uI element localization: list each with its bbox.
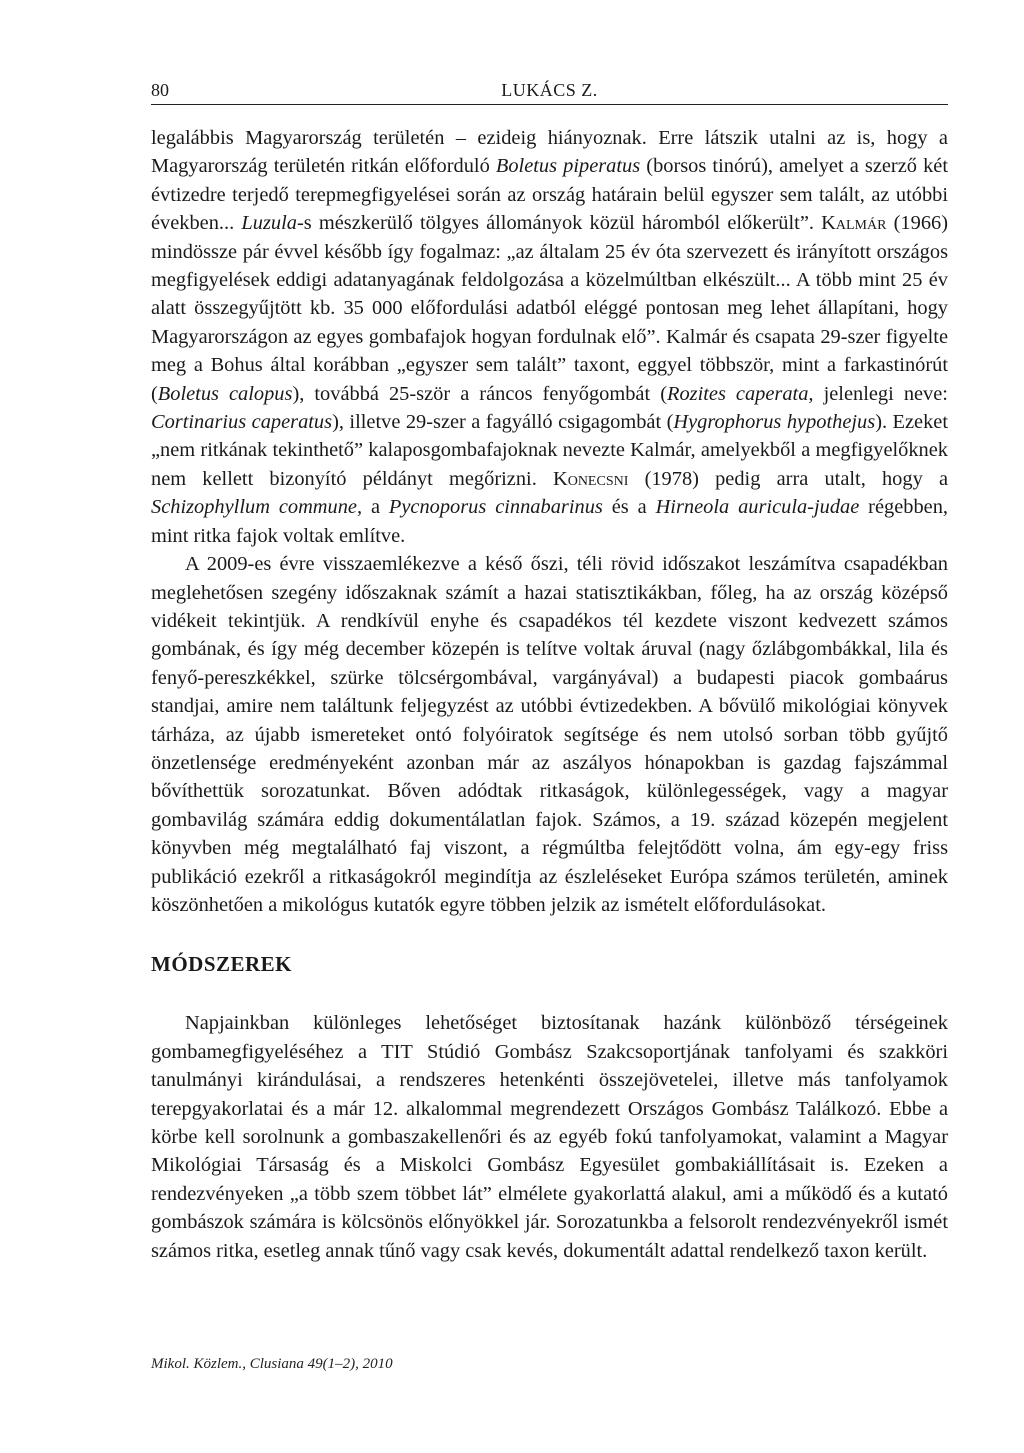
text-run: -s mészkerülő tölgyes állományok közül háromból előkerült”. bbox=[296, 212, 822, 235]
text-run: (1966) mindössze pár évvel később így fogalmaz: „az általam 25 év óta szervezett és irányított országos megfigyelések eddigi adatanyagának feldolgozása a közelmúltban elkészült... A több mint 25 év alatt összegyűjtött kb. 35 000 előfordulási adatból eléggé pontosan meg lehet állapítani, hogy Magyarországon az egyes gombafajok hogyan fordulnak elő”. Kalmár és csapata 29-szer figyelte meg a Bohus által korábban „egyszer sem talált” taxont, eggyel többször, mint a farkastinórút ( bbox=[151, 212, 948, 405]
page-header bbox=[151, 80, 948, 105]
taxon-name: Rozites caperata, bbox=[666, 382, 814, 405]
taxon-name: Cortinarius caperatus bbox=[151, 411, 333, 434]
taxon-name: Hygrophorus hypothejus bbox=[673, 411, 876, 434]
main-text bbox=[151, 124, 948, 1265]
text-run: régebben, mint ritka fajok voltak említve. bbox=[151, 496, 948, 547]
author-name: Konecsni bbox=[552, 467, 629, 490]
page-number: 80 bbox=[151, 80, 169, 100]
text-run: ), illetve 29-szer a fagyálló csigagombát ( bbox=[332, 411, 674, 434]
paragraph-3: Napjainkban különleges lehetőséget biztosítanak hazánk különböző térségeinek gombamegfigyeléséhez a TIT Stúdió Gombász Szakcsoportjának tanfolyami és szakköri tanulmányi kirándulásai, a rendszeres hetenkénti összejövetelei, illetve más tanfolyamok terepgyakorlatai és a már 12. alkalommal megrendezett Országos Gombász Találkozó. Ebbe a körbe kell sorolnunk a gombaszakellenőri és az egyéb fokú tanfolyamokat, valamint a Magyar Mikológiai Társaság és a Miskolci Gombász Egyesület gombakiállításait is. Ezeken a rendezvényeken „a több szem többet lát” elmélete gyakorlattá alakul, ami a működő és a kutató gombászok számára is kölcsönös előnyökkel jár. Sorozatunkba a felsorolt rendezvényekről ismét számos ritka, esetleg annak tűnő vagy csak kevés, dokumentált adattal rendelkező taxon került. bbox=[151, 1012, 948, 1262]
author-name: Kalmár bbox=[821, 212, 887, 235]
text-run: (1978) pedig arra utalt, hogy a bbox=[628, 467, 948, 490]
taxon-name: Hirneola auricula-judae bbox=[655, 496, 860, 519]
section-title: MÓDSZEREK bbox=[151, 952, 293, 977]
taxon-name: Boletus calopus bbox=[157, 382, 293, 405]
text-run: ), továbbá 25-ször a ráncos fenyőgombát ( bbox=[292, 382, 667, 405]
taxon-name: Schizophyllum commune, bbox=[151, 496, 363, 519]
paragraph-1 bbox=[151, 124, 948, 550]
text-run: (borsos tinórú), amelyet a szerző két évtizedre terjedő terepmegfigyelései során az ország határain belül egyszer sem talált, az utóbbi években... bbox=[151, 155, 948, 235]
taxon-name: Pycnoporus cinnabarinus bbox=[388, 496, 603, 519]
text-run: ). Ezeket „nem ritkának tekinthető” kalaposgombafajoknak nevezte Kalmár, amelyekből a megfigyelőknek nem kellett bizonyító példányt megőrizni. bbox=[151, 411, 949, 490]
text-run: a bbox=[362, 496, 389, 519]
text-run: legalábbis Magyarország területén – ezideig hiányoznak. Erre látszik utalni az is, hogy a Magyarország területén ritkán előforduló bbox=[151, 127, 948, 178]
taxon-name: Boletus piperatus bbox=[495, 155, 641, 178]
paragraph-2: A 2009-es évre visszaemlékezve a késő őszi, téli rövid időszakot leszámítva csapadékban meglehetősen szegény időszaknak számít a hazai statisztikákban, főleg, ha az ország középső vidékeit tekintjük. A rendkívül enyhe és csapadékos tél kezdete viszont kedvezett számos gombának, és így még december közepén is telítve voltak áruval (nagy őzlábgombákkal, lila és fenyő-pereszkékkel, szürke tölcsérgombával, vargányával) a budapesti piacok gombaárus standjai, amire nem találtunk feljegyzést az utóbbi évtizedekben. A bővülő mikológiai könyvek tárháza, az újabb ismereteket ontó folyóiratok segítsége és nem utolsó sorban több gyűjtő önzetlensége eredményeként azonban már az aszályos hónapokban is gazdag fajszámmal bővíthettük sorozatunkat. Bőven adódtak ritkaságok, különlegességek, vagy a magyar gombavilág számára eddig dokumentálatlan fajok. Számos, a 19. század közepén megjelent könyvben még megtalálható faj viszont, a régmúltba felejtődött volna, ám egy-egy friss publikáció ezekről a ritkaságokról megindítja az észleléseket Európa számos területén, aminek köszönhetően a mikológus kutatók egyre többen jelzik az ismételt előfordulásokat. bbox=[151, 553, 948, 916]
text-run: jelenlegi neve: bbox=[813, 382, 948, 405]
running-head: LUKÁCS Z. bbox=[501, 80, 598, 100]
text-run: és a bbox=[602, 496, 656, 519]
taxon-name: Luzula bbox=[241, 212, 297, 235]
journal-citation: Mikol. Közlem., Clusiana 49(1–2), 2010 bbox=[151, 1356, 393, 1372]
